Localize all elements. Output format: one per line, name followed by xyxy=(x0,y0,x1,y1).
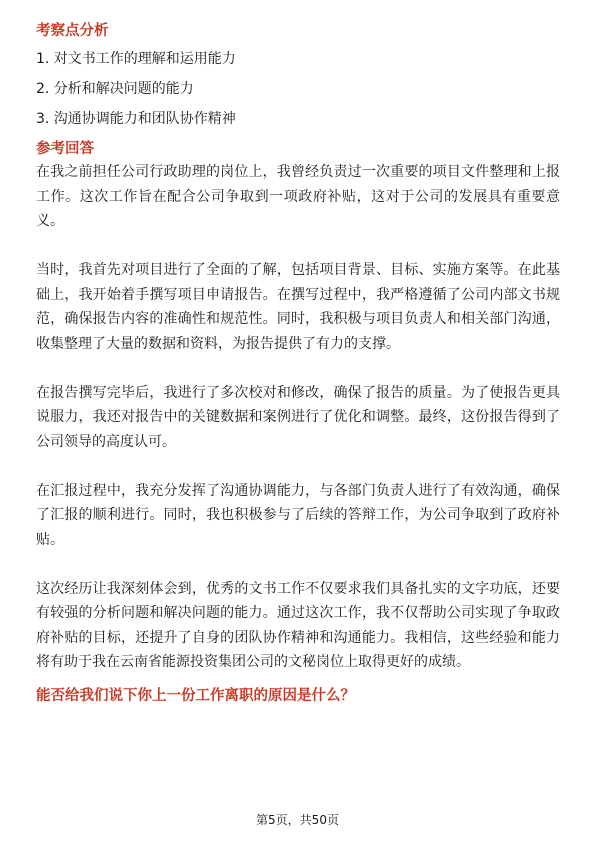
document-page xyxy=(36,20,560,707)
analysis-list xyxy=(36,48,560,130)
analysis-item: 1. 对文书工作的理解和运用能力 xyxy=(36,51,236,67)
answer-paragraph: 这次经历让我深刻体会到，优秀的文书工作不仅要求我们具备扎实的文字功底，还要有较强的分析问题和解决问题的能力。通过这次工作，我不仅帮助公司实现了争取政府补贴的目标，还提升了自身的团队协作精神和沟通能力。我相信，这些经验和能力将有助于我在云南省能源投资集团公司的文秘岗位上取得更好的成绩。 xyxy=(36,580,560,670)
answer-paragraph: 在我之前担任公司行政助理的岗位上，我曾经负责过一次重要的项目文件整理和上报工作。这次工作旨在配合公司争取到一项政府补贴，这对于公司的发展具有重要意义。 xyxy=(36,164,560,229)
analysis-item: 2. 分析和解决问题的能力 xyxy=(36,81,194,97)
answer-paragraph: 在报告撰写完毕后，我进行了多次校对和修改，确保了报告的质量。为了使报告更具说服力，我还对报告中的关键数据和案例进行了优化和调整。最终，这份报告得到了公司领导的高度认可。 xyxy=(36,384,560,450)
answer-heading: 参考回答 xyxy=(36,141,94,157)
answer-body xyxy=(36,160,560,675)
answer-paragraph: 当时，我首先对项目进行了全面的了解，包括项目背景、目标、实施方案等。在此基础上，我开始着手撰写项目申请报告。在撰写过程中，我严格遵循了公司内部文书规范，确保报告内容的准确性和规范性。同时，我积极与项目负责人和相关部门沟通，收集整理了大量的数据和资料，为报告提供了有力的支撑。 xyxy=(36,262,560,352)
analysis-item: 3. 沟通协调能力和团队协作精神 xyxy=(36,111,236,127)
analysis-heading: 考察点分析 xyxy=(36,23,109,39)
next-question-heading: 能否给我们说下你上一份工作离职的原因是什么？ xyxy=(36,687,355,704)
answer-paragraph: 在汇报过程中，我充分发挥了沟通协调能力，与各部门负责人进行了有效沟通，确保了汇报的顺利进行。同时，我也积极参与了后续的答辩工作，为公司争取到了政府补贴。 xyxy=(36,482,560,548)
page-number: 第5页，共50页 xyxy=(256,813,339,827)
